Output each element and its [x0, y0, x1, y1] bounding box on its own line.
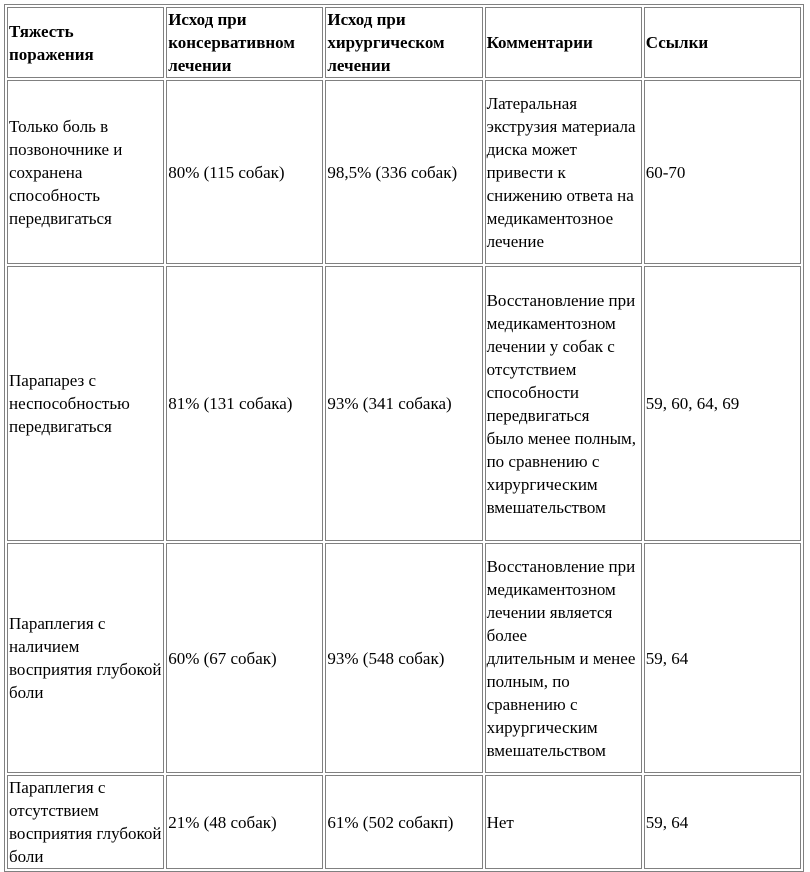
- header-conservative: Исход при консервативном лечении: [166, 7, 323, 78]
- cell-references: 59, 64: [644, 543, 801, 773]
- header-comments: Комментарии: [485, 7, 642, 78]
- comment-text: Восстановление при медикаментозном лечении является более длительным и менее полным, по сравнению с хирургическим вмешательством: [486, 556, 636, 760]
- table-row: [7, 543, 801, 773]
- cell-conservative: 80% (115 собак): [166, 80, 323, 264]
- header-surgical: Исход при хирургическом лечении: [325, 7, 482, 78]
- header-severity: Тяжесть поражения: [7, 7, 164, 78]
- cell-surgical: 93% (341 собака): [325, 266, 482, 541]
- header-references: Ссылки: [644, 7, 801, 78]
- cell-conservative: 60% (67 собак): [166, 543, 323, 773]
- outcomes-table: [4, 4, 804, 872]
- cell-surgical: 93% (548 собак): [325, 543, 482, 773]
- cell-comments: [485, 266, 642, 541]
- table-row: [7, 775, 801, 869]
- cell-references: 59, 60, 64, 69: [644, 266, 801, 541]
- cell-severity: Параплегия с наличием восприятия глубокой боли: [7, 543, 164, 773]
- cell-severity: Параплегия с отсутствием восприятия глубокой боли: [7, 775, 164, 869]
- comment-text: Нет: [486, 812, 514, 832]
- cell-comments: [485, 80, 642, 264]
- table-row: [7, 80, 801, 264]
- cell-comments: [485, 775, 642, 869]
- cell-references: 60-70: [644, 80, 801, 264]
- table-row: [7, 266, 801, 541]
- cell-comments: [485, 543, 642, 773]
- cell-surgical: 98,5% (336 собак): [325, 80, 482, 264]
- cell-severity: Только боль в позвоночнике и сохранена способность передвигаться: [7, 80, 164, 264]
- comment-text: Латеральная экструзия материала диска может привести к снижению ответа на медикаментозное лечение: [486, 93, 636, 251]
- table-header-row: [7, 7, 801, 78]
- cell-severity: Парапарез с неспособностью передвигаться: [7, 266, 164, 541]
- cell-conservative: 21% (48 собак): [166, 775, 323, 869]
- page: [4, 4, 804, 872]
- cell-surgical: 61% (502 собакп): [325, 775, 482, 869]
- comment-text: Восстановление при медикаментозном лечении у собак с отсутствием способности передвигаться было менее полным, по сравнению с хирургическим вмешательством: [486, 290, 636, 517]
- cell-references: 59, 64: [644, 775, 801, 869]
- cell-conservative: 81% (131 собака): [166, 266, 323, 541]
